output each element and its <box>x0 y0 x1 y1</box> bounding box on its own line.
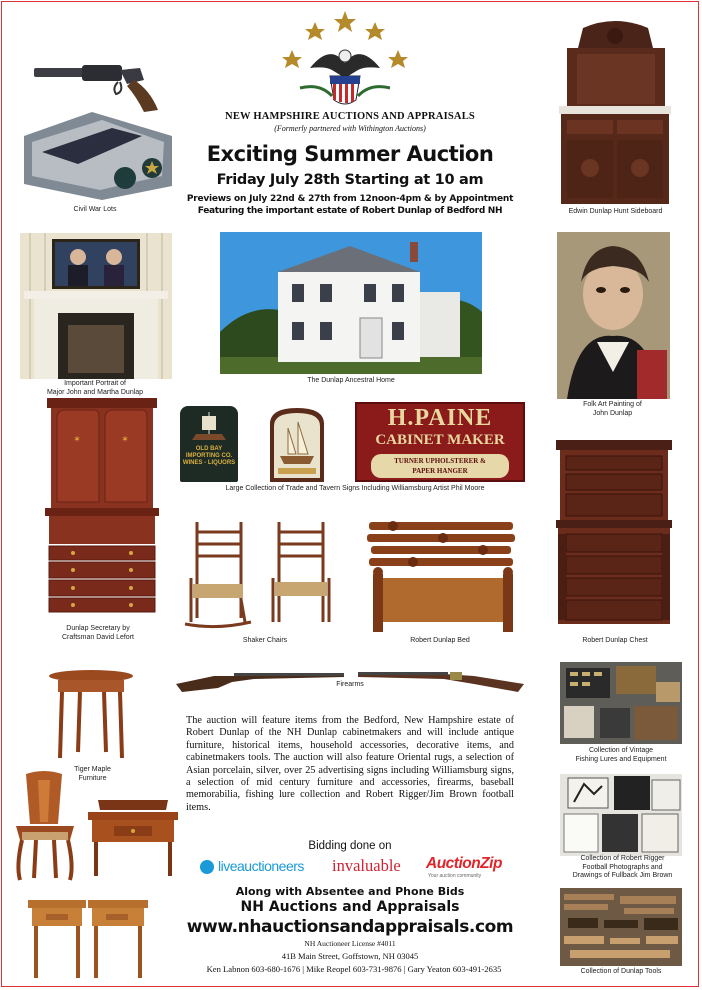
star-icon <box>305 22 325 40</box>
contacts-line: Ken Labnon 603-680-1676 | Mike Reopel 603-731-9876 | Gary Yeaton 603-491-2635 <box>206 964 502 974</box>
svg-text:✶: ✶ <box>121 434 129 444</box>
star-icon <box>388 50 408 68</box>
chest-image <box>552 440 676 630</box>
caption-rigger-text: Collection of Robert Rigger Football Photographs and Drawings of Fullback Jim Brown <box>572 855 673 879</box>
dunlap-home-image <box>220 232 482 374</box>
caption-signs: Large Collection of Trade and Tavern Signs Including Williamsburg Artist Phil Moore <box>225 485 485 492</box>
caption-portrait <box>20 380 170 397</box>
small-tables-image <box>26 896 178 980</box>
star-icon <box>282 50 302 68</box>
secretary-image <box>43 398 161 616</box>
shaker-chairs-image <box>183 518 343 630</box>
bed-image <box>363 518 518 634</box>
eagle-logo <box>270 8 420 113</box>
svg-text:✶: ✶ <box>73 434 81 444</box>
caption-tools: Collection of Dunlap Tools <box>580 968 662 975</box>
sideboard-image <box>553 18 678 208</box>
auctionzip-link[interactable]: AuctionZip <box>426 855 502 872</box>
caption-rigger <box>555 855 690 881</box>
sign-old-bay <box>180 406 238 482</box>
caption-lures-text: Collection of Vintage Fishing Lures and Equipment <box>575 747 667 763</box>
star-icon <box>365 22 385 40</box>
bidding-platforms <box>200 856 510 880</box>
caption-tiger-maple-text: Tiger Maple Furniture <box>74 766 111 782</box>
old-bay-text: OLD BAY IMPORTING CO. WINES - LIQUORS <box>182 446 236 466</box>
caption-bed: Robert Dunlap Bed <box>410 637 470 644</box>
bidding-label: Bidding done on <box>308 840 392 852</box>
tiger-maple-table-image <box>46 668 136 760</box>
org-note: (Formerly partnered with Withington Auctions) <box>274 124 426 133</box>
paine-line3: TURNER UPHOLSTERER & PAPER HANGER <box>371 454 509 478</box>
paine-line2: CABINET MAKER <box>375 432 505 448</box>
auction-title: Exciting Summer Auction <box>206 142 494 166</box>
auctionzip-tagline: Your auction community <box>428 873 482 879</box>
caption-portrait-text: Important Portrait of Major John and Martha Dunlap <box>46 380 144 396</box>
address-line: 41B Main Street, Goffstown, NH 03045 <box>281 951 419 961</box>
caption-lures <box>555 747 687 764</box>
caption-secretary-text: Dunlap Secretary by Craftsman David Lefort <box>62 625 134 641</box>
liveauctioneers-dot-icon <box>200 860 214 874</box>
portrait-room-image <box>20 233 172 379</box>
queen-anne-chair-image <box>10 770 80 882</box>
liveauctioneers-link[interactable]: liveauctioneers <box>218 858 304 874</box>
caption-sideboard: Edwin Dunlap Hunt Sideboard <box>568 208 663 215</box>
auction-date: Friday July 28th Starting at 10 am <box>216 172 484 188</box>
caption-shaker: Shaker Chairs <box>242 637 288 644</box>
caption-folk-art <box>545 401 680 418</box>
org-name: NEW HAMPSHIRE AUCTIONS AND APPRAISALS <box>225 111 475 122</box>
stand-image <box>86 798 180 878</box>
featuring-line: Featuring the important estate of Robert Dunlap of Bedford NH <box>197 206 503 216</box>
caption-home: The Dunlap Ancestral Home <box>307 377 395 384</box>
caption-folk-art-text: Folk Art Painting of John Dunlap <box>583 401 642 417</box>
preview-line: Previews on July 22nd & 27th from 12noon-4pm & by Appointment <box>186 194 514 204</box>
blanket-image <box>22 106 174 202</box>
firearms-image <box>174 662 530 696</box>
absentee-line: Along with Absentee and Phone Bids <box>235 885 465 898</box>
rigger-football-image <box>560 774 682 856</box>
fishing-lures-image <box>560 662 682 744</box>
sign-h-paine <box>355 402 525 482</box>
sign-ship <box>266 404 328 484</box>
caption-secretary <box>28 625 168 642</box>
company-name: NH Auctions and Appraisals <box>240 899 460 915</box>
folk-art-image <box>557 232 670 399</box>
auction-description: The auction will feature items from the Bedford, New Hampshire estate of Robert Dunlap of the NH Dunlap cabinetmakers and will include antique furniture, historical items, household accessories, decorative items, and cabinetmakers tools. The auction will also feature Oriental rugs, a selection of Asian porcelain, silver, over 25 advertising signs including Williamsburg signs, a selection of mid century furniture and accessories, firearms, baseball memorabilia, fishing lure collection and Robert Rigger/Jim Brown football items. <box>186 715 514 813</box>
star-icon <box>334 11 356 32</box>
invaluable-link[interactable]: invaluable <box>332 856 401 875</box>
caption-civil-war: Civil War Lots <box>73 206 117 213</box>
caption-chest: Robert Dunlap Chest <box>582 637 648 644</box>
license-line: NH Auctioneer License #4011 <box>304 939 396 948</box>
paine-line1: H.PAINE <box>387 405 493 431</box>
website-link[interactable]: www.nhauctionsandappraisals.com <box>186 917 514 937</box>
dunlap-tools-image <box>560 888 682 966</box>
caption-firearms: Firearms <box>336 681 364 688</box>
